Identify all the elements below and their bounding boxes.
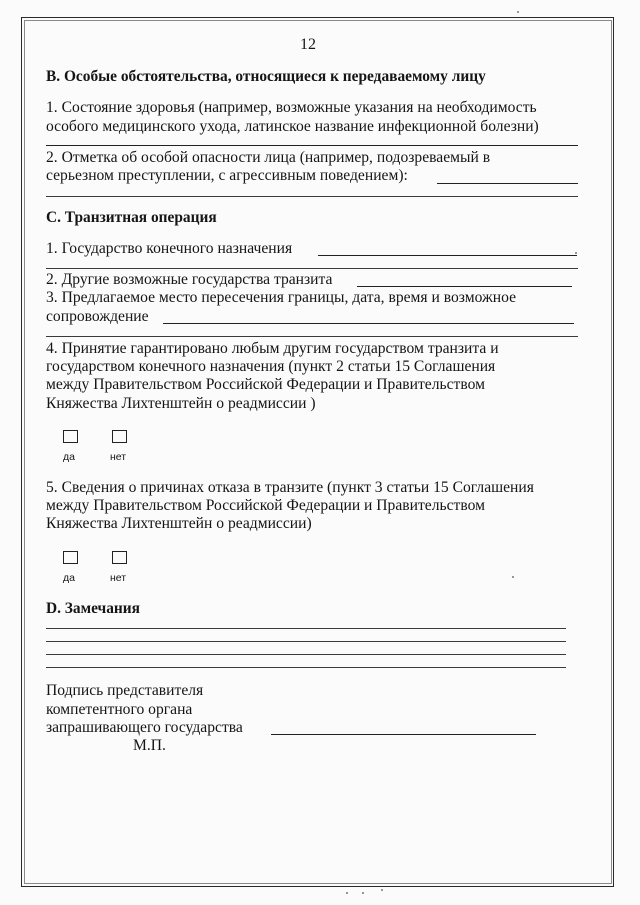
item5-yes-label: да [63, 572, 75, 584]
section-c-item4-line1: 4. Принятие гарантировано любым другим государством транзита и [46, 340, 499, 357]
signature-label-line3: запрашивающего государства [46, 719, 243, 736]
scan-speck [512, 576, 514, 578]
section-c-item1-fill-line [46, 268, 578, 269]
section-c-item3-line1: 3. Предлагаемое место пересечения границы, дата, время и возможное [46, 289, 517, 306]
section-d-title: D. Замечания [46, 600, 140, 617]
section-b-item1-line2: особого медицинского ухода, латинское название инфекционной болезни) [46, 118, 539, 135]
item5-no-checkbox[interactable] [112, 551, 127, 564]
remarks-line-1[interactable] [46, 628, 566, 629]
section-c-item5-line1: 5. Сведения о причинах отказа в транзите (пункт 3 статьи 15 Соглашения [46, 479, 534, 496]
section-c-item2: 2. Другие возможные государства транзита [46, 271, 333, 288]
section-c-item5-line3: Княжества Лихтенштейн о реадмиссии) [46, 515, 312, 532]
scan-speck [362, 892, 364, 894]
item5-no-label: нет [110, 572, 127, 584]
signature-label-line2: компетентного органа [46, 701, 193, 718]
remarks-line-3[interactable] [46, 654, 566, 655]
signature-line[interactable] [271, 734, 536, 735]
item5-yes-checkbox[interactable] [63, 551, 78, 564]
scan-speck [517, 11, 519, 13]
stamp-label: М.П. [133, 737, 166, 754]
scan-speck [346, 892, 348, 894]
section-c-item5-line2: между Правительством Российской Федерации и Правительством [46, 497, 485, 514]
item4-yes-checkbox[interactable] [63, 430, 78, 443]
section-b-item2-fill-inline[interactable] [437, 183, 578, 184]
section-b-item1-line1: 1. Состояние здоровья (например, возможные указания на необходимость [46, 99, 537, 116]
section-c-item4-line4: Княжества Лихтенштейн о реадмиссии ) [46, 395, 316, 412]
section-b-item2-fill-line [46, 196, 578, 197]
section-c-item1-fill-inline[interactable] [318, 255, 577, 256]
remarks-line-4[interactable] [46, 667, 566, 668]
item4-yes-label: да [63, 451, 75, 463]
section-c-item1: 1. Государство конечного назначения [46, 240, 293, 257]
section-b-title: B. Особые обстоятельства, относящиеся к передаваемому лицу [46, 68, 486, 85]
item4-no-checkbox[interactable] [112, 430, 127, 443]
remarks-line-2[interactable] [46, 641, 566, 642]
item4-no-label: нет [110, 451, 127, 463]
section-c-item3-fill-line [46, 336, 578, 337]
section-c-title: C. Транзитная операция [46, 209, 217, 226]
section-c-item4-line3: между Правительством Российской Федерации и Правительством [46, 376, 485, 393]
section-c-item4-line2: государством конечного назначения (пункт 2 статьи 15 Соглашения [46, 358, 496, 375]
scan-speck [575, 252, 577, 254]
signature-label-line1: Подпись представителя [46, 682, 204, 699]
scan-speck [381, 889, 383, 891]
section-b-item2-line1: 2. Отметка об особой опасности лица (например, подозреваемый в [46, 149, 491, 166]
page-number: 12 [300, 36, 316, 53]
section-c-item3-line2: сопровождение [46, 308, 149, 325]
section-c-item3-fill-inline[interactable] [163, 323, 574, 324]
section-b-item1-fill-line [46, 145, 578, 146]
section-c-item2-fill-inline[interactable] [357, 286, 572, 287]
section-b-item2-line2: серьезном преступлении, с агрессивным поведением): [46, 167, 408, 184]
